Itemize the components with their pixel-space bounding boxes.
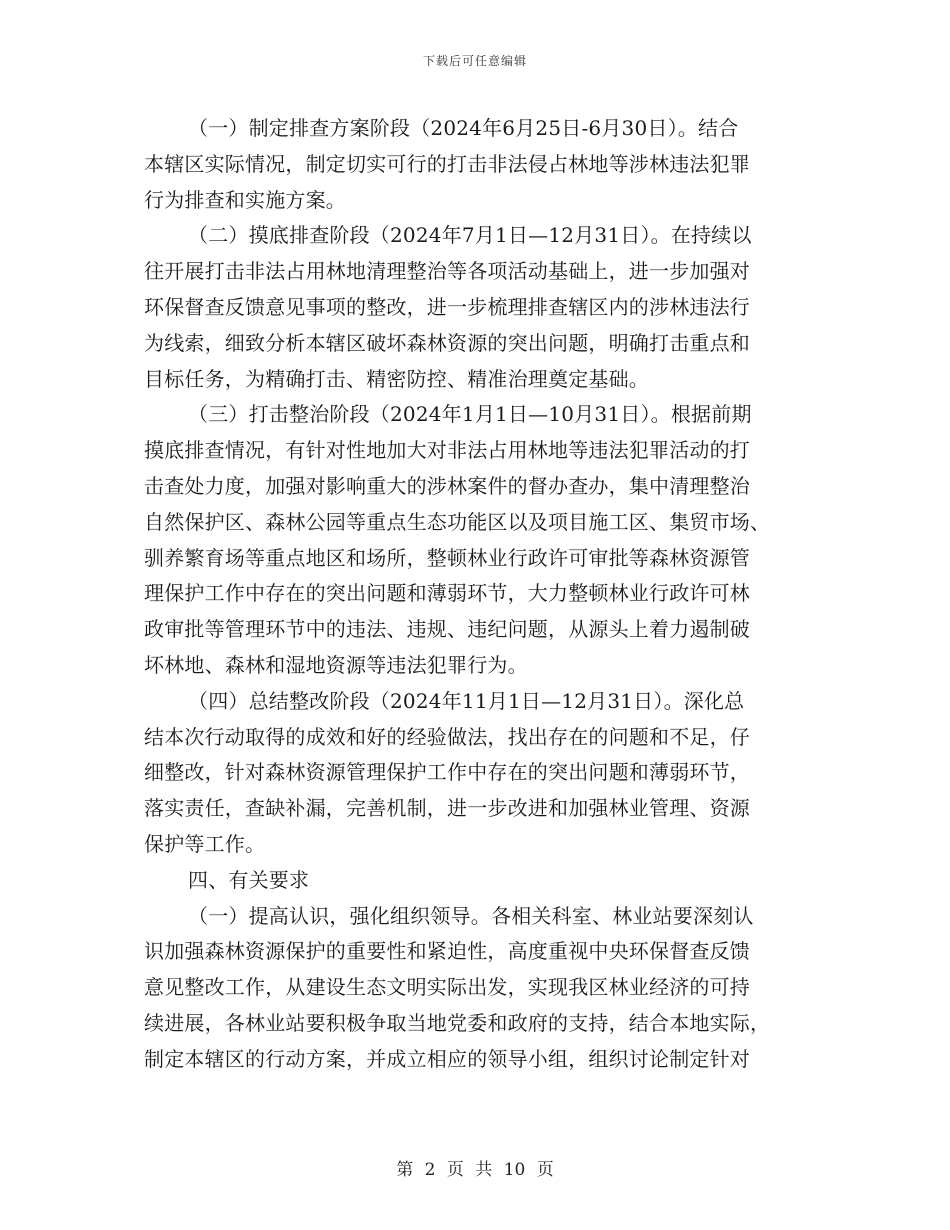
text-line: 制定本辖区的行动方案，并成立相应的领导小组，组织讨论制定针对 [144,1046,750,1071]
text-line: （一）提高认识，强化组织领导。各相关科室、林业站要深刻认 [188,903,754,928]
text-line: 细整改，针对森林资源管理保护工作中存在的突出问题和薄弱环节， [144,760,750,785]
text-line: （二）摸底排查阶段（2024年7月1日—12月31日）。在持续以 [188,223,752,248]
text-line: 摸底排查情况，有针对性地加大对非法占用林地等违法犯罪活动的打 [144,438,750,463]
text-line: 环保督查反馈意见事项的整改，进一步梳理排查辖区内的涉林违法行 [144,294,750,319]
document-body [144,111,806,1078]
text-line: （四）总结整改阶段（2024年11月1日—12月31日）。深化总 [188,688,745,713]
text-line: （三）打击整治阶段（2024年1月1日—10月31日）。根据前期 [188,402,752,427]
text-line: 行为排查和实施方案。 [144,187,346,212]
page-footer: 第 2 页 共 10 页 [396,1160,554,1180]
text-line: 落实责任，查缺补漏，完善机制，进一步改进和加强林业管理、资源 [144,796,750,821]
text-line: 识加强森林资源保护的重要性和紧迫性，高度重视中央环保督查反馈 [144,939,750,964]
text-line: 本辖区实际情况，制定切实可行的打击非法侵占林地等涉林违法犯罪 [144,151,750,176]
text-line: 驯养繁育场等重点地区和场所，整顿林业行政许可审批等森林资源管 [144,545,750,570]
page-header: 下载后可任意编辑 [422,54,527,68]
text-line: 自然保护区、森林公园等重点生态功能区以及项目施工区、集贸市场、 [144,509,771,534]
text-line: 保护等工作。 [144,831,266,856]
text-line: 目标任务，为精确打击、精密防控、精准治理奠定基础。 [144,366,649,391]
text-line: 意见整改工作，从建设生态文明实际出发，实现我区林业经济的可持 [144,975,750,1000]
text-line: 政审批等管理环节中的违法、违规、违纪问题，从源头上着力遏制破 [144,617,750,642]
section-heading: 四、有关要求 [188,867,310,892]
text-line: （一）制定排查方案阶段（2024年6月25日-6月30日）。结合 [188,116,739,140]
text-line: 结本次行动取得的成效和好的经验做法，找出存在的问题和不足，仔 [144,724,750,749]
text-line: 坏林地、森林和湿地资源等违法犯罪行为。 [144,652,528,677]
text-line: 为线索，细致分析本辖区破坏森林资源的突出问题，明确打击重点和 [144,330,750,355]
text-line: 理保护工作中存在的突出问题和薄弱环节，大力整顿林业行政许可林 [144,581,750,606]
text-line: 往开展打击非法占用林地清理整治等各项活动基础上，进一步加强对 [144,259,750,284]
text-line: 续进展，各林业站要积极争取当地党委和政府的支持，结合本地实际， [144,1010,771,1035]
text-line: 击查处力度，加强对影响重大的涉林案件的督办查办，集中清理整治 [144,473,750,498]
